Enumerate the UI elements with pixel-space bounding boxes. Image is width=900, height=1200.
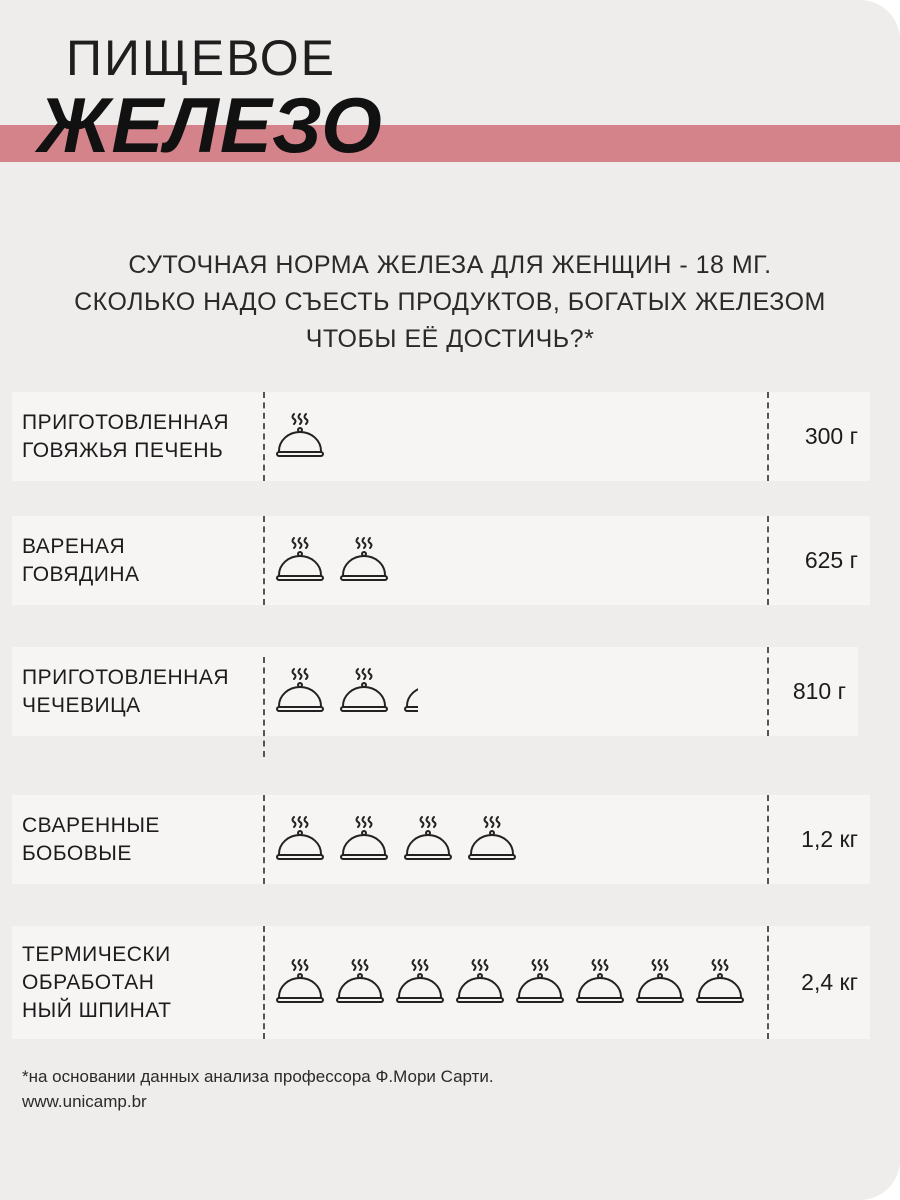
food-cloche-icon	[394, 957, 446, 1009]
footnote	[22, 1064, 494, 1114]
food-amount: 625 г	[804, 547, 858, 573]
food-name	[22, 795, 160, 884]
food-name-line: ОБРАБОТАН	[22, 970, 155, 994]
food-name	[22, 392, 229, 481]
food-cloche-icon	[274, 814, 326, 866]
food-cloche-icon	[694, 957, 746, 1009]
intro-line-3: ЧТОБЫ ЕЁ ДОСТИЧЬ?*	[305, 325, 595, 353]
dashed-divider	[767, 795, 769, 884]
food-name-line: СВАРЕННЫЕ	[22, 813, 160, 837]
food-name-line: ВАРЕНАЯ	[22, 534, 126, 558]
food-name	[22, 926, 171, 1039]
food-name-line: ГОВЯДИНА	[22, 562, 140, 586]
dashed-divider	[767, 516, 769, 605]
dashed-divider	[263, 392, 265, 481]
food-amount: 810 г	[792, 678, 846, 704]
dashed-divider	[263, 516, 265, 605]
intro-text	[0, 247, 900, 358]
food-cloche-icon	[274, 535, 326, 587]
title-line-2: ЖЕЛЕЗО	[38, 81, 383, 169]
food-name-line: ГОВЯЖЬЯ ПЕЧЕНЬ	[22, 438, 224, 462]
dashed-divider	[263, 795, 265, 884]
serving-icons	[274, 795, 518, 884]
food-amount: 1,2 кг	[801, 826, 858, 852]
food-cloche-icon	[338, 814, 390, 866]
food-cloche-icon	[274, 666, 326, 718]
footnote-source: *на основании данных анализа профессора Ф.Мори Сарти.	[22, 1067, 494, 1086]
food-cloche-icon	[274, 957, 326, 1009]
food-cloche-icon	[334, 957, 386, 1009]
serving-icons	[274, 392, 326, 481]
dashed-divider	[263, 926, 265, 1039]
food-name-line: ТЕРМИЧЕСКИ	[22, 942, 171, 966]
food-cloche-icon	[574, 957, 626, 1009]
food-cloche-icon	[402, 666, 418, 718]
food-cloche-icon	[338, 666, 390, 718]
food-row-lentils	[12, 647, 858, 736]
food-amount: 300 г	[804, 423, 858, 449]
dashed-divider	[767, 647, 769, 736]
serving-icons	[274, 516, 390, 605]
dashed-divider	[767, 926, 769, 1039]
food-cloche-icon	[274, 411, 326, 463]
footnote-url: www.unicamp.br	[22, 1092, 147, 1111]
food-cloche-icon	[402, 814, 454, 866]
food-name	[22, 516, 140, 605]
food-cloche-icon	[466, 814, 518, 866]
serving-icons	[274, 647, 418, 736]
food-amount: 2,4 кг	[801, 969, 858, 995]
food-name-line: ЧЕЧЕВИЦА	[22, 693, 141, 717]
food-name	[22, 647, 229, 736]
food-row-spinach	[12, 926, 870, 1039]
intro-line-1: СУТОЧНАЯ НОРМА ЖЕЛЕЗА ДЛЯ ЖЕНЩИН - 18 МГ.	[128, 251, 772, 279]
food-name-line: ПРИГОТОВЛЕННАЯ	[22, 410, 230, 434]
food-row-liver	[12, 392, 870, 481]
food-cloche-icon	[634, 957, 686, 1009]
food-name-line: БОБОВЫЕ	[22, 841, 132, 865]
dashed-divider	[767, 392, 769, 481]
food-row-beef	[12, 516, 870, 605]
food-name-line: НЫЙ ШПИНАТ	[22, 998, 172, 1022]
food-cloche-icon	[338, 535, 390, 587]
intro-line-2: СКОЛЬКО НАДО СЪЕСТЬ ПРОДУКТОВ, БОГАТЫХ ЖЕЛЕЗОМ	[74, 288, 826, 316]
food-cloche-icon	[454, 957, 506, 1009]
food-cloche-icon	[514, 957, 566, 1009]
dashed-divider	[263, 657, 265, 757]
food-row-legumes	[12, 795, 870, 884]
food-name-line: ПРИГОТОВЛЕННАЯ	[22, 665, 230, 689]
title-line-1: ПИЩЕВОЕ	[66, 30, 337, 86]
serving-icons	[274, 926, 746, 1039]
